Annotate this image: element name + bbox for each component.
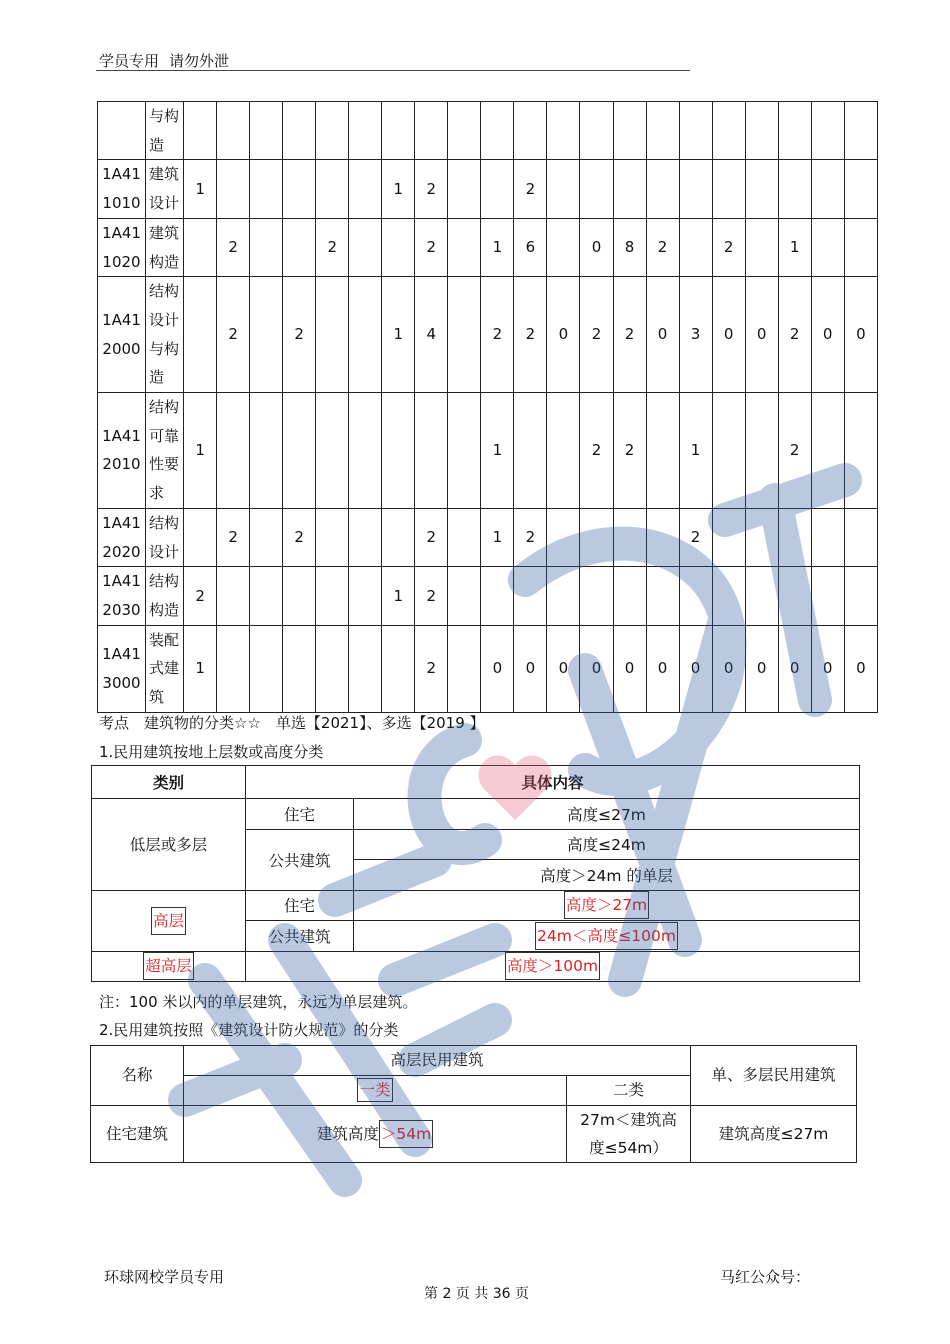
- header-left: 学员专用: [99, 52, 160, 70]
- row-name-line: 构造: [149, 252, 180, 271]
- score-cell: 0: [745, 277, 778, 393]
- row-code-line: 2030: [102, 600, 141, 619]
- score-cell: [514, 393, 547, 509]
- row-name-line: 与构: [149, 107, 180, 125]
- section2-title: 2.民用建筑按照《建筑设计防火规范》的分类: [99, 1021, 399, 1039]
- row-code-line: 1A41: [102, 165, 141, 184]
- score-cell: [250, 508, 283, 566]
- height-classification-table: [91, 765, 860, 982]
- score-cell: 0: [547, 625, 580, 712]
- score-cell: [481, 160, 514, 218]
- row-name-line: 求: [149, 484, 165, 503]
- row-code-line: 1A41: [102, 572, 141, 591]
- score-cell: [481, 102, 514, 160]
- score-cell: [283, 567, 316, 625]
- score-cell: [448, 102, 481, 160]
- score-cell: 1: [679, 393, 712, 509]
- high-public-label: 公共建筑: [246, 921, 354, 952]
- score-cell: 2: [217, 218, 250, 276]
- score-cell: [283, 625, 316, 712]
- score-row: [98, 393, 878, 509]
- score-cell: [217, 102, 250, 160]
- score-cell: [283, 393, 316, 509]
- score-cell: 0: [712, 625, 745, 712]
- row-code-line: 1A41: [102, 513, 141, 532]
- score-cell: 2: [514, 508, 547, 566]
- row-code: [98, 218, 146, 276]
- score-cell: [283, 102, 316, 160]
- row-code-line: 1A41: [102, 645, 141, 663]
- score-cell: [217, 393, 250, 509]
- score-cell: [547, 218, 580, 276]
- score-cell: [580, 567, 613, 625]
- row-name-line: 式建: [149, 659, 180, 678]
- score-cell: [382, 508, 415, 566]
- single-multi-value: 建筑高度≤27m: [691, 1106, 857, 1163]
- score-cell: [745, 102, 778, 160]
- score-cell: [613, 508, 646, 566]
- score-cell: 0: [646, 277, 679, 393]
- high-cell: [92, 890, 246, 951]
- score-cell: 0: [811, 625, 844, 712]
- high-public-cell: [354, 921, 860, 952]
- score-cell: 0: [514, 625, 547, 712]
- note-text: 注：100 米以内的单层建筑，永远为单层建筑。: [99, 993, 418, 1011]
- score-cell: [646, 160, 679, 218]
- score-cell: [316, 102, 349, 160]
- score-cell: 0: [547, 277, 580, 393]
- row-name: [146, 160, 184, 218]
- score-cell: 1: [382, 160, 415, 218]
- row-code-line: 2020: [102, 542, 141, 561]
- score-cell: [811, 102, 844, 160]
- score-row: [98, 160, 878, 218]
- score-cell: 0: [481, 625, 514, 712]
- high-civil-header: 高层民用建筑: [184, 1046, 691, 1076]
- high-residential-label: 住宅: [246, 890, 354, 921]
- score-cell: 0: [844, 277, 877, 393]
- score-cell: [646, 508, 679, 566]
- low-residential-label: 住宅: [246, 799, 354, 830]
- head-category: 类别: [92, 766, 246, 799]
- row-name-line: 筑: [149, 688, 165, 707]
- score-cell: [679, 160, 712, 218]
- score-cell: 2: [283, 508, 316, 566]
- score-cell: [811, 393, 844, 509]
- score-cell: 1: [481, 508, 514, 566]
- score-cell: [448, 508, 481, 566]
- score-cell: 2: [415, 567, 448, 625]
- score-cell: [448, 567, 481, 625]
- row-name-line: 设计: [149, 310, 180, 329]
- score-cell: 1: [481, 218, 514, 276]
- score-cell: [316, 160, 349, 218]
- score-cell: 1: [382, 567, 415, 625]
- high-public-value: 24m＜高度≤100m: [535, 922, 678, 950]
- score-cell: [250, 625, 283, 712]
- score-cell: [349, 508, 382, 566]
- score-cell: [646, 393, 679, 509]
- row-name-line: 造: [149, 135, 165, 154]
- fire-code-classification-table: [90, 1045, 857, 1163]
- score-row: [98, 277, 878, 393]
- row-code-line: 1A41: [102, 223, 141, 242]
- score-cell: 2: [415, 160, 448, 218]
- score-cell: 2: [679, 508, 712, 566]
- score-cell: [547, 567, 580, 625]
- low-public-value-1: 高度≤24m: [354, 829, 860, 860]
- class2-value-line1: 27m＜建筑高: [580, 1111, 677, 1129]
- head-content: 具体内容: [246, 766, 860, 799]
- row-code-line: 1010: [102, 194, 141, 213]
- score-row: [98, 102, 878, 160]
- score-cell: [316, 625, 349, 712]
- score-table: [97, 101, 878, 713]
- score-cell: [415, 393, 448, 509]
- score-cell: [250, 160, 283, 218]
- score-cell: [844, 393, 877, 509]
- score-cell: 0: [844, 625, 877, 712]
- row-code-line: 2000: [102, 339, 141, 358]
- score-cell: [844, 508, 877, 566]
- score-cell: [448, 160, 481, 218]
- score-cell: 1: [481, 393, 514, 509]
- row-code-line: 1A41: [102, 310, 141, 329]
- footer-left: 环球网校学员专用: [104, 1268, 225, 1286]
- score-cell: 1: [382, 277, 415, 393]
- score-cell: [778, 567, 811, 625]
- high-label: 高层: [151, 907, 186, 935]
- score-cell: [283, 218, 316, 276]
- score-cell: [547, 508, 580, 566]
- row-code-line: 1A41: [102, 426, 141, 445]
- score-cell: [316, 393, 349, 509]
- score-cell: 1: [184, 160, 217, 218]
- page-header: [99, 50, 239, 71]
- score-cell: [382, 625, 415, 712]
- score-cell: [547, 102, 580, 160]
- score-cell: [448, 277, 481, 393]
- score-cell: [745, 393, 778, 509]
- score-cell: [448, 218, 481, 276]
- score-cell: [712, 102, 745, 160]
- row-name-line: 设计: [149, 194, 180, 213]
- score-cell: 2: [217, 508, 250, 566]
- footer-right: 马红公众号：: [720, 1268, 811, 1286]
- row-name-line: 建筑: [149, 165, 180, 184]
- residential-label: 住宅建筑: [91, 1106, 184, 1163]
- score-cell: [844, 102, 877, 160]
- score-cell: 2: [778, 393, 811, 509]
- score-cell: [811, 508, 844, 566]
- page-number: 第 2 页 共 36 页: [424, 1286, 529, 1302]
- row-name: [146, 102, 184, 160]
- score-cell: [217, 160, 250, 218]
- score-cell: 4: [415, 277, 448, 393]
- super-high-cell: [92, 951, 246, 982]
- row-code: [98, 508, 146, 566]
- high-residential-cell: [354, 890, 860, 921]
- score-cell: [217, 625, 250, 712]
- score-row: [98, 625, 878, 712]
- score-cell: [646, 567, 679, 625]
- row-code: [98, 160, 146, 218]
- row-name: [146, 625, 184, 712]
- score-cell: [250, 277, 283, 393]
- score-cell: [184, 218, 217, 276]
- score-cell: 1: [184, 393, 217, 509]
- score-cell: [580, 102, 613, 160]
- score-cell: [382, 218, 415, 276]
- score-cell: 2: [613, 277, 646, 393]
- score-cell: [448, 393, 481, 509]
- score-cell: [745, 508, 778, 566]
- row-name-line: 与构: [149, 339, 180, 358]
- score-cell: [250, 218, 283, 276]
- class1-value: ＞54m: [379, 1120, 433, 1148]
- class1-cell: [184, 1076, 567, 1106]
- score-cell: [679, 567, 712, 625]
- score-cell: [514, 567, 547, 625]
- class1-value-prefix: 建筑高度: [316, 1124, 379, 1143]
- score-cell: 0: [745, 625, 778, 712]
- score-row: [98, 567, 878, 625]
- score-cell: [349, 277, 382, 393]
- score-cell: [250, 102, 283, 160]
- score-cell: [283, 160, 316, 218]
- score-cell: 2: [184, 567, 217, 625]
- score-cell: [778, 160, 811, 218]
- row-name: [146, 218, 184, 276]
- row-name-line: 性要: [149, 455, 180, 474]
- name-header: 名称: [91, 1046, 184, 1106]
- score-cell: [250, 393, 283, 509]
- row-name-line: 结构: [149, 513, 180, 532]
- kaodian-line: 考点 建筑物的分类☆☆ 单选【2021】、多选【2019 】: [99, 714, 485, 732]
- score-cell: [349, 160, 382, 218]
- score-cell: [217, 567, 250, 625]
- score-cell: 0: [778, 625, 811, 712]
- score-cell: 2: [415, 508, 448, 566]
- score-cell: [613, 567, 646, 625]
- score-cell: [349, 625, 382, 712]
- score-cell: 2: [481, 277, 514, 393]
- single-multi-header: 单、多层民用建筑: [691, 1046, 857, 1106]
- score-cell: [778, 102, 811, 160]
- score-cell: [712, 567, 745, 625]
- score-cell: [778, 508, 811, 566]
- score-cell: [580, 160, 613, 218]
- score-cell: [184, 102, 217, 160]
- score-cell: 3: [679, 277, 712, 393]
- score-cell: [184, 277, 217, 393]
- score-cell: [349, 102, 382, 160]
- row-code: [98, 393, 146, 509]
- score-cell: [316, 508, 349, 566]
- row-name-line: 可靠: [149, 426, 180, 445]
- score-cell: [613, 160, 646, 218]
- super-high-value-cell: [246, 951, 860, 982]
- low-residential-value: 高度≤27m: [354, 799, 860, 830]
- score-cell: 1: [778, 218, 811, 276]
- row-name-line: 设计: [149, 542, 180, 561]
- score-cell: 1: [184, 625, 217, 712]
- score-cell: 2: [316, 218, 349, 276]
- class2-value-line2: 度≤54m）: [589, 1139, 668, 1157]
- score-row: [98, 218, 878, 276]
- row-code-line: 2010: [102, 455, 141, 474]
- score-cell: [580, 508, 613, 566]
- score-cell: [547, 160, 580, 218]
- row-name-line: 造: [149, 368, 165, 387]
- score-cell: [316, 567, 349, 625]
- low-public-value-2: 高度＞24m 的单层: [354, 860, 860, 891]
- score-cell: 2: [646, 218, 679, 276]
- score-cell: 6: [514, 218, 547, 276]
- score-cell: 2: [217, 277, 250, 393]
- score-row: [98, 508, 878, 566]
- row-code: [98, 567, 146, 625]
- score-cell: 0: [712, 277, 745, 393]
- score-cell: [679, 218, 712, 276]
- score-cell: [481, 567, 514, 625]
- row-name-line: 建筑: [149, 223, 180, 242]
- header-divider: [96, 70, 690, 71]
- low-multi-label: 低层或多层: [92, 799, 246, 891]
- score-cell: 2: [580, 393, 613, 509]
- row-name-line: 构造: [149, 600, 180, 619]
- score-cell: 2: [283, 277, 316, 393]
- high-residential-value: 高度＞27m: [564, 891, 649, 919]
- row-name-line: 结构: [149, 282, 180, 301]
- score-cell: [250, 567, 283, 625]
- super-high-label: 超高层: [143, 952, 194, 980]
- score-cell: [712, 508, 745, 566]
- score-cell: [613, 102, 646, 160]
- score-cell: 2: [514, 277, 547, 393]
- class1-header: 一类: [357, 1078, 392, 1102]
- row-name-line: 装配: [149, 630, 180, 649]
- score-cell: 0: [613, 625, 646, 712]
- score-cell: [844, 218, 877, 276]
- score-cell: 2: [778, 277, 811, 393]
- score-cell: [811, 567, 844, 625]
- row-name: [146, 277, 184, 393]
- score-cell: [349, 218, 382, 276]
- score-cell: [316, 277, 349, 393]
- score-cell: 2: [712, 218, 745, 276]
- score-cell: [349, 393, 382, 509]
- score-cell: [712, 160, 745, 218]
- score-cell: [844, 160, 877, 218]
- score-cell: 0: [679, 625, 712, 712]
- row-code-line: 3000: [102, 673, 141, 692]
- score-cell: 2: [415, 625, 448, 712]
- score-cell: [514, 102, 547, 160]
- super-high-value: 高度＞100m: [505, 952, 600, 980]
- class2-header: 二类: [567, 1076, 691, 1106]
- score-cell: [811, 160, 844, 218]
- score-cell: [184, 508, 217, 566]
- score-cell: 2: [580, 277, 613, 393]
- score-cell: [349, 567, 382, 625]
- class1-value-cell: [184, 1106, 567, 1163]
- row-name-line: 结构: [149, 398, 180, 417]
- score-cell: [382, 393, 415, 509]
- score-cell: [547, 393, 580, 509]
- score-cell: [382, 102, 415, 160]
- score-cell: 0: [580, 625, 613, 712]
- score-cell: [679, 102, 712, 160]
- row-name-line: 结构: [149, 572, 180, 591]
- score-cell: [448, 625, 481, 712]
- low-public-label: 公共建筑: [246, 829, 354, 890]
- score-cell: 2: [613, 393, 646, 509]
- score-cell: 2: [415, 218, 448, 276]
- section1-title: 1.民用建筑按地上层数或高度分类: [99, 743, 324, 761]
- score-cell: [646, 102, 679, 160]
- score-cell: 0: [811, 277, 844, 393]
- score-cell: [844, 567, 877, 625]
- row-code-line: 1020: [102, 252, 141, 271]
- row-code: [98, 102, 146, 160]
- row-name: [146, 393, 184, 509]
- row-code: [98, 625, 146, 712]
- class2-value-cell: [567, 1106, 691, 1163]
- row-code: [98, 277, 146, 393]
- header-right: 请勿外泄: [169, 52, 230, 70]
- score-cell: 0: [646, 625, 679, 712]
- score-cell: [415, 102, 448, 160]
- score-cell: [745, 567, 778, 625]
- score-cell: [745, 218, 778, 276]
- score-cell: 2: [514, 160, 547, 218]
- score-cell: 8: [613, 218, 646, 276]
- row-name: [146, 567, 184, 625]
- score-cell: [811, 218, 844, 276]
- score-cell: [745, 160, 778, 218]
- score-cell: 0: [580, 218, 613, 276]
- score-cell: [712, 393, 745, 509]
- row-name: [146, 508, 184, 566]
